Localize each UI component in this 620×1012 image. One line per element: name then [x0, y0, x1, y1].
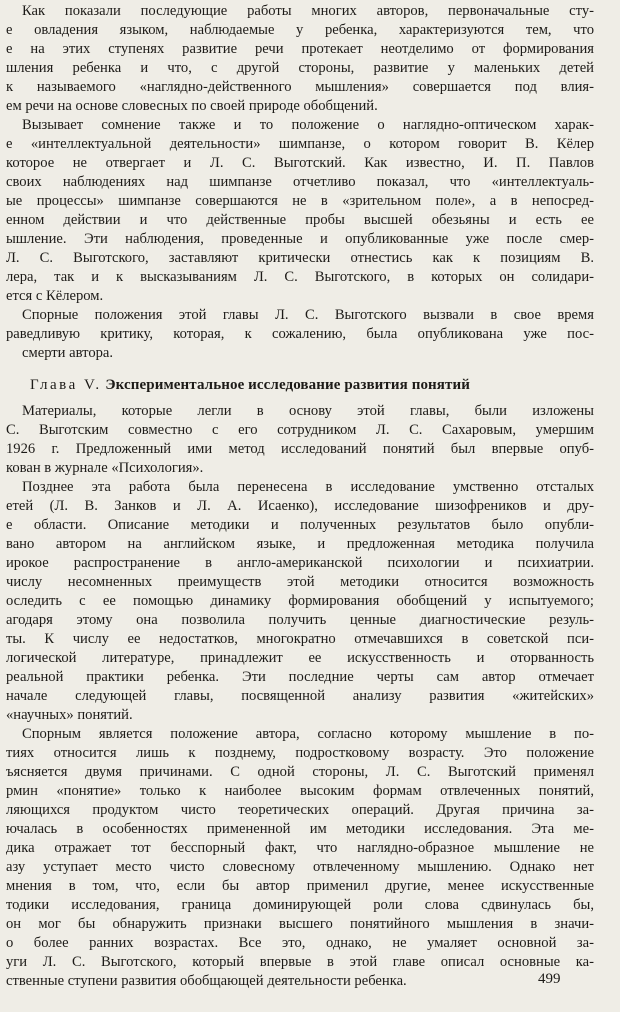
text-line: ючалась в особенностях примененной им методики исследования. Эта ме- — [6, 821, 594, 837]
text-line: етей (Л. В. Занков и Л. А. Исаенко), исследование шизофреников и дру- — [6, 498, 594, 514]
text-line: раведливую критику, которая, к сожалению, была опубликована уже пос- — [6, 326, 594, 342]
text-line: уги Л. С. Выготского, который впервые в этой главе описал основные ка- — [6, 954, 594, 970]
text-line: ем речи на основе словесных по своей природе обобщений. — [6, 98, 378, 114]
text-line: ты. К числу ее недостатков, многократно отмечавшихся в советской пси- — [6, 631, 594, 647]
text-line: логической литературе, принадлежит ее искусственность и оторванность — [6, 650, 594, 666]
text-line: своих наблюдениях над шимпанзе отчетливо показал, что «интеллектуаль- — [6, 174, 594, 190]
text-line: ляющихся продуктом чисто теоретических операций. Другая причина за- — [6, 802, 594, 818]
text-line: шления ребенка и что, с другой стороны, развитие у маленьких детей — [6, 60, 594, 76]
text-line: вано автором на английском языке, и предложенная методика получила — [6, 536, 594, 552]
text-line: оследить с ее помощью динамику формирования обобщений у испытуемого; — [6, 593, 594, 609]
text-line: кован в журнале «Психология». — [6, 460, 204, 476]
text-line: Л. С. Выготского, заставляют критически отнестись как к позициям В. — [6, 250, 594, 266]
text-line: е на этих ступенях развитие речи протекает неотделимо от формирования — [6, 41, 594, 57]
text-line: реальной практики ребенка. Эти последние черты сам автор отмечает — [6, 669, 594, 685]
text-line: азу уступает место чисто словесному отвлеченному мышлению. Однако нет — [6, 859, 594, 875]
text-line: ственные ступени развития обобщающей деятельности ребенка. — [6, 973, 407, 989]
text-line: ые процессы» шимпанзе совершаются не в «зрительном поле», а в непосред- — [6, 193, 594, 209]
text-line: ется с Кёлером. — [6, 288, 104, 304]
text-line: Спорным является положение автора, согласно которому мышление в по- — [22, 726, 594, 742]
text-line: мнения в том, что, если бы автор применил другие, менее искусственные — [6, 878, 594, 894]
chapter-heading-prefix: Глава V. — [30, 377, 102, 393]
text-line: е «интеллектуальной деятельности» шимпанзе, о котором говорит В. Кёлер — [6, 136, 594, 152]
chapter-heading — [30, 376, 590, 395]
text-line: Спорные положения этой главы Л. С. Выготского вызвали в свое время — [22, 307, 594, 323]
text-line: Вызывает сомнение также и то положение о наглядно-оптическом харак- — [22, 117, 594, 133]
text-line: Позднее эта работа была перенесена в исследование умственно отсталых — [22, 479, 594, 495]
text-line: 1926 г. Предложенный ими метод исследований понятий был впервые опуб- — [6, 441, 594, 457]
text-line: числу несомненных преимуществ этой методики относится возможность — [6, 574, 594, 590]
text-line: агодаря этому она позволила получить ценные диагностические резуль- — [6, 612, 594, 628]
chapter-heading-title: Экспериментальное исследование развития понятий — [105, 377, 470, 393]
text-line: ъясняется двумя причинами. С одной стороны, Л. С. Выготский применял — [6, 764, 594, 780]
text-line: «научных» понятий. — [6, 707, 133, 723]
text-line: к называемого «наглядно-действенного мышления» совершается под влия- — [6, 79, 594, 95]
text-line: Материалы, которые легли в основу этой главы, были изложены — [22, 403, 594, 419]
page-number: 499 — [538, 971, 561, 987]
text-line: Как показали последующие работы многих авторов, первоначальные сту- — [22, 3, 594, 19]
text-line: рмин «понятие» только к наиболее высоким формам отвлеченных понятий, — [6, 783, 594, 799]
text-line: ышление. Эти наблюдения, проведенные и опубликованные уже после смер- — [6, 231, 594, 247]
text-line: начале следующей главы, посвященной анализу развития «житейских» — [6, 688, 594, 704]
text-line: С. Выготским совместно с его сотрудником Л. С. Сахаровым, умершим — [6, 422, 594, 438]
text-line: тодики исследования, граница доминирующей роли слова сдвинулась бы, — [6, 897, 594, 913]
text-line: лера, так и к высказываниям Л. С. Выготского, в которых он солидари- — [6, 269, 594, 285]
text-line: о более ранних возрастах. Все это, однако, не умаляет основной за- — [6, 935, 594, 951]
text-line: енном действии и что действенные пробы высшей обезьяны и есть ее — [6, 212, 594, 228]
text-line: ирокое распространение в англо-американской психологии и психиатрии. — [6, 555, 594, 571]
text-line: которое не отвергает и Л. С. Выготский. Как известно, И. П. Павлов — [6, 155, 594, 171]
text-line: смерти автора. — [22, 345, 114, 361]
text-line: тиях относится лишь к позднему, подростковому возрасту. Это положение — [6, 745, 594, 761]
text-line: е овладения языком, наблюдаемые у ребенка, характеризуются тем, что — [6, 22, 594, 38]
text-line: е области. Описание методики и полученных результатов было опубли- — [6, 517, 594, 533]
text-line: он мог бы обнаружить признаки высшего понятийного мышления в значи- — [6, 916, 594, 932]
text-line: дика отражает тот бесспорный факт, что наглядно-образное мышление не — [6, 840, 594, 856]
